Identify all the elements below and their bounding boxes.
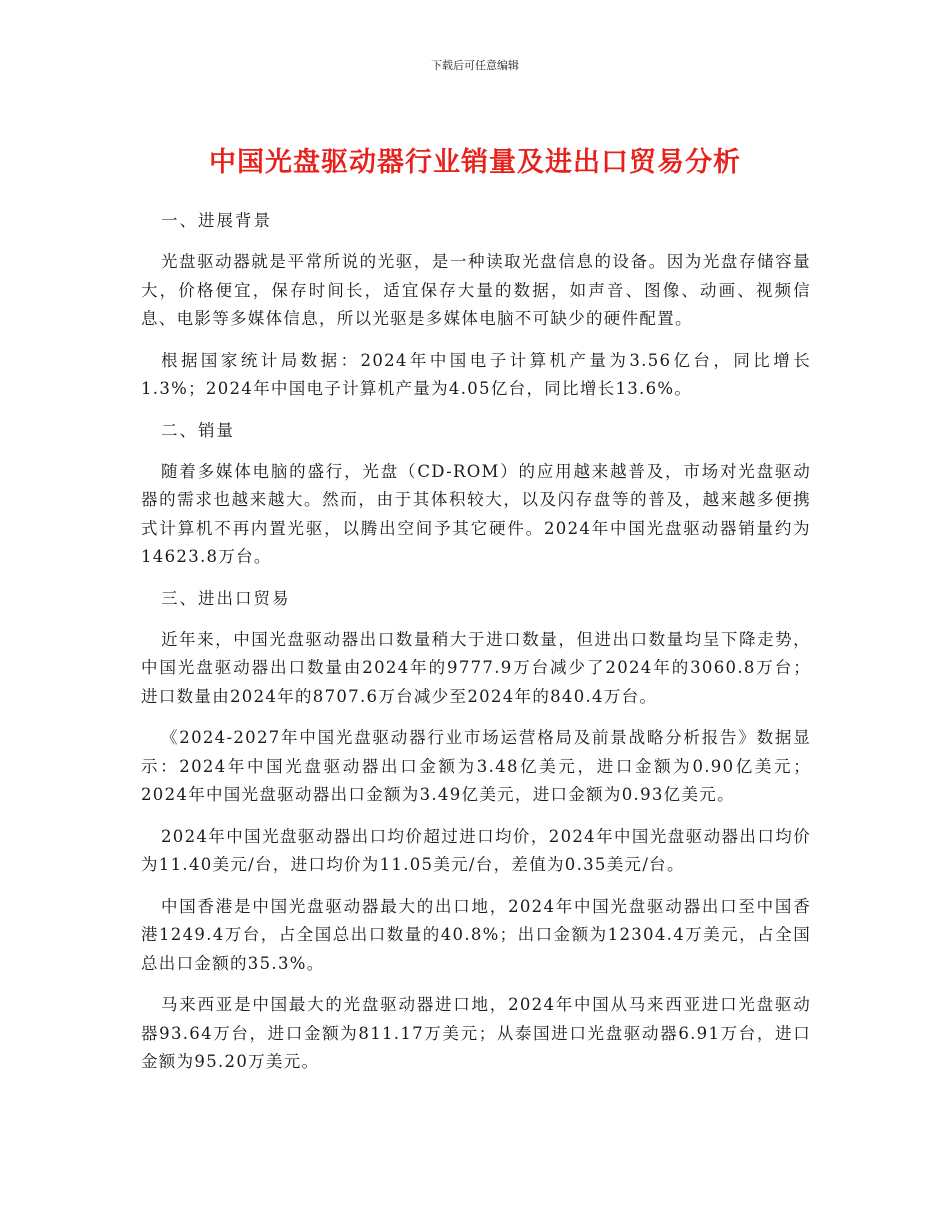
section-heading-sales: 二、销量 — [161, 420, 235, 440]
paragraph-sales-volume: 随着多媒体电脑的盛行，光盘（CD-ROM）的应用越来越普及，市场对光盘驱动器的需求也越来越大。然而，由于其体积较大，以及闪存盘等的普及，越来越多便携式计算机不再内置光驱，以腾出空间予其它硬件。2024年中国光盘驱动器销量约为14623.8万台。 — [141, 461, 811, 566]
paragraph-import-source: 马来西亚是中国最大的光盘驱动器进口地，2024年中国从马来西亚进口光盘驱动器93.64万台，进口金额为811.17万美元；从泰国进口光盘驱动器6.91万台，进口金额为95.20万美元。 — [141, 995, 811, 1071]
header-note: 下载后可任意编辑 — [431, 59, 519, 72]
paragraph-trade-value: 《2024-2027年中国光盘驱动器行业市场运营格局及前景战略分析报告》数据显示：2024年中国光盘驱动器出口金额为3.48亿美元，进口金额为0.90亿美元；2024年中国光盘驱动器出口金额为3.49亿美元，进口金额为0.93亿美元。 — [141, 728, 811, 804]
paragraph-optical-drive-definition: 光盘驱动器就是平常所说的光驱，是一种读取光盘信息的设备。因为光盘存储容量大，价格便宜，保存时间长，适宜保存大量的数据，如声音、图像、动画、视频信息、电影等多媒体信息，所以光驱是多媒体电脑不可缺少的硬件配置。 — [141, 252, 811, 328]
paragraph-export-destination: 中国香港是中国光盘驱动器最大的出口地，2024年中国光盘驱动器出口至中国香港1249.4万台，占全国总出口数量的40.8%；出口金额为12304.4万美元，占全国总出口金额的35.3%。 — [141, 896, 811, 973]
section-heading-trade: 三、进出口贸易 — [161, 588, 291, 608]
paragraph-trade-volume: 近年来，中国光盘驱动器出口数量稍大于进口数量，但进出口数量均呈下降走势，中国光盘驱动器出口数量由2024年的9777.9万台减少了2024年的3060.8万台；进口数量由2024年的8707.6万台减少至2024年的840.4万台。 — [141, 629, 811, 706]
paragraph-computer-output-stats: 根据国家统计局数据：2024年中国电子计算机产量为3.56亿台，同比增长1.3%；2024年中国电子计算机产量为4.05亿台，同比增长13.6%。 — [141, 350, 811, 398]
document-title: 中国光盘驱动器行业销量及进出口贸易分析 — [209, 147, 741, 178]
section-heading-background: 一、进展背景 — [161, 211, 272, 230]
paragraph-average-price: 2024年中国光盘驱动器出口均价超过进口均价，2024年中国光盘驱动器出口均价为11.40美元/台，进口均价为11.05美元/台，差值为0.35美元/台。 — [141, 826, 811, 874]
document-body — [141, 207, 811, 1090]
